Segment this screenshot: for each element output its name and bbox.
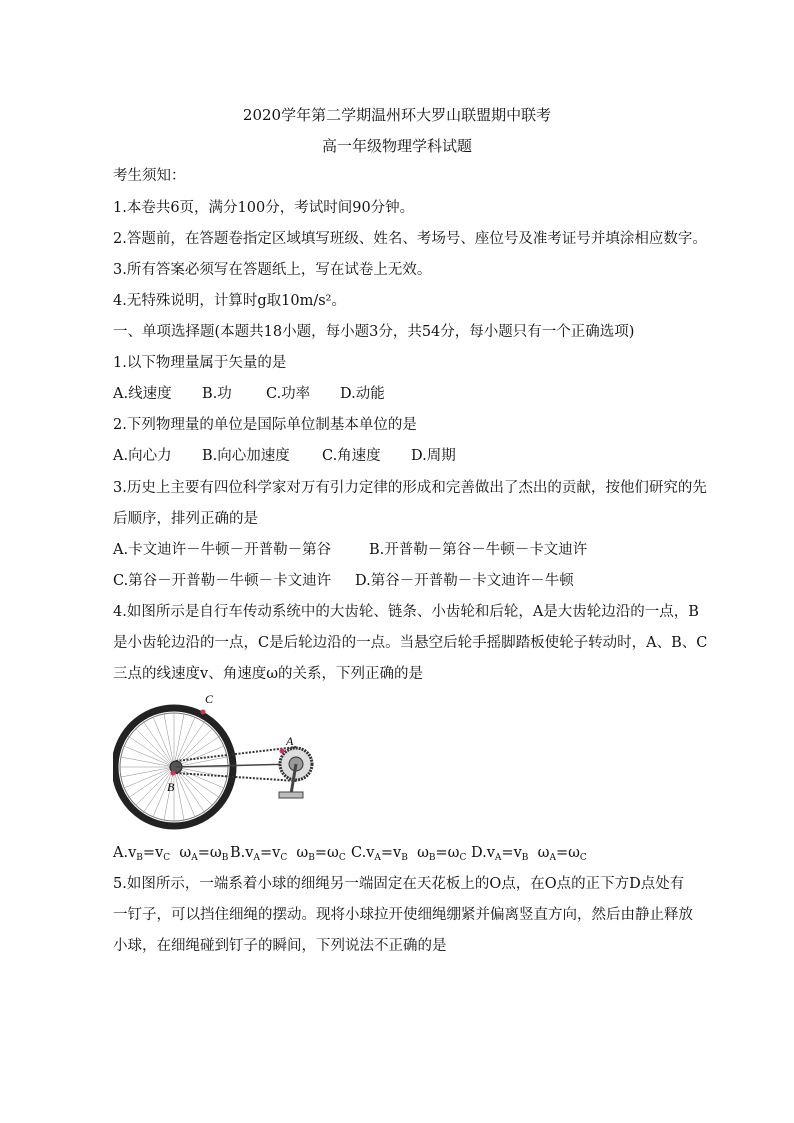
label-a: A	[286, 734, 294, 748]
q2-option-a: A.向心力	[113, 448, 172, 464]
note-item-4: 4.无特殊说明，计算时g取10m/s²。	[113, 293, 346, 309]
q3-option-d: D.第谷－开普勒－卡文迪许－牛顿	[355, 573, 574, 589]
q2-stem: 2.下列物理量的单位是国际单位制基本单位的是	[113, 417, 417, 433]
exam-title: 2020学年第二学期温州环大罗山联盟期中联考	[242, 106, 552, 124]
q1-option-a: A.线速度	[113, 386, 172, 402]
q2-option-c: C.角速度	[322, 448, 381, 464]
q5-stem-line1: 5.如图所示，一端系着小球的细绳另一端固定在天花板上的O点，在O点的正下方D点处有	[113, 876, 685, 892]
bicycle-transmission-figure	[113, 690, 318, 838]
q4-options	[113, 843, 713, 863]
section-heading: 一、单项选择题(本题共18小题，每小题3分，共54分，每小题只有一个正确选项)	[113, 324, 635, 340]
q3-options-row2	[113, 571, 713, 591]
q3-stem-line1: 3.历史上主要有四位科学家对万有引力定律的形成和完善做出了杰出的贡献，按他们研究的先	[113, 480, 707, 496]
q2-options	[113, 446, 713, 466]
q1-option-b: B.功	[202, 386, 232, 402]
q3-stem-line2: 后顺序，排列正确的是	[113, 511, 258, 527]
label-c: C	[205, 692, 214, 706]
q5-stem-line2: 一钉子，可以挡住细绳的摆动。现将小球拉开使细绳绷紧并偏离竖直方向，然后由静止释放	[113, 907, 693, 923]
q4-stem-line2: 是小齿轮边沿的一点，C是后轮边沿的一点。当悬空后轮手摇脚踏板使轮子转动时，A、B、C	[113, 635, 708, 651]
note-item-3: 3.所有答案必须写在答题纸上，写在试卷上无效。	[113, 262, 432, 278]
q3-options-row1	[113, 540, 713, 560]
q2-option-d: D.周期	[411, 448, 456, 464]
q1-stem: 1.以下物理量属于矢量的是	[113, 355, 287, 371]
point-b-marker	[171, 771, 176, 776]
q1-options	[113, 384, 713, 404]
q1-option-d: D.动能	[340, 386, 385, 402]
q3-option-c: C.第谷－开普勒－牛顿－卡文迪许	[113, 573, 332, 589]
q3-option-b: B.开普勒－第谷－牛顿－卡文迪许	[369, 542, 588, 558]
notes-heading: 考生须知：	[113, 168, 186, 184]
chain-upper	[176, 747, 296, 761]
pedal	[279, 792, 303, 798]
q4-option-c: $C.v_A=v_B$ $\omega_B=\omega_C$	[351, 845, 467, 863]
q4-stem-line3: 三点的线速度v、角速度ω的关系，下列正确的是	[113, 666, 424, 682]
q4-option-a: $A.v_B=v_C$ $\omega_A=\omega_B$	[113, 845, 229, 863]
q5-stem-line3: 小球，在细绳碰到钉子的瞬间，下列说法不正确的是	[113, 938, 447, 954]
point-c-marker	[201, 710, 206, 715]
q4-option-d: $D.v_A=v_B$ $\omega_A=\omega_C$	[471, 845, 587, 863]
q4-stem-line1: 4.如图所示是自行车传动系统中的大齿轮、链条、小齿轮和后轮，A是大齿轮边沿的一点，B	[113, 604, 699, 620]
q1-option-c: C.功率	[266, 386, 311, 402]
label-b: B	[167, 780, 175, 794]
note-item-2: 2.答题前，在答题卷指定区域填写班级、姓名、考场号、座位号及准考证号并填涂相应数字。	[113, 231, 707, 247]
exam-subtitle: 高一年级物理学科试题	[321, 137, 472, 155]
note-item-1: 1.本卷共6页，满分100分，考试时间90分钟。	[113, 200, 415, 216]
q3-option-a: A.卡文迪许－牛顿－开普勒－第谷	[113, 542, 332, 558]
q4-option-b: $B.v_A=v_C$ $\omega_B=\omega_C$	[230, 845, 346, 863]
q2-option-b: B.向心加速度	[202, 448, 290, 464]
point-a-marker	[280, 749, 285, 754]
